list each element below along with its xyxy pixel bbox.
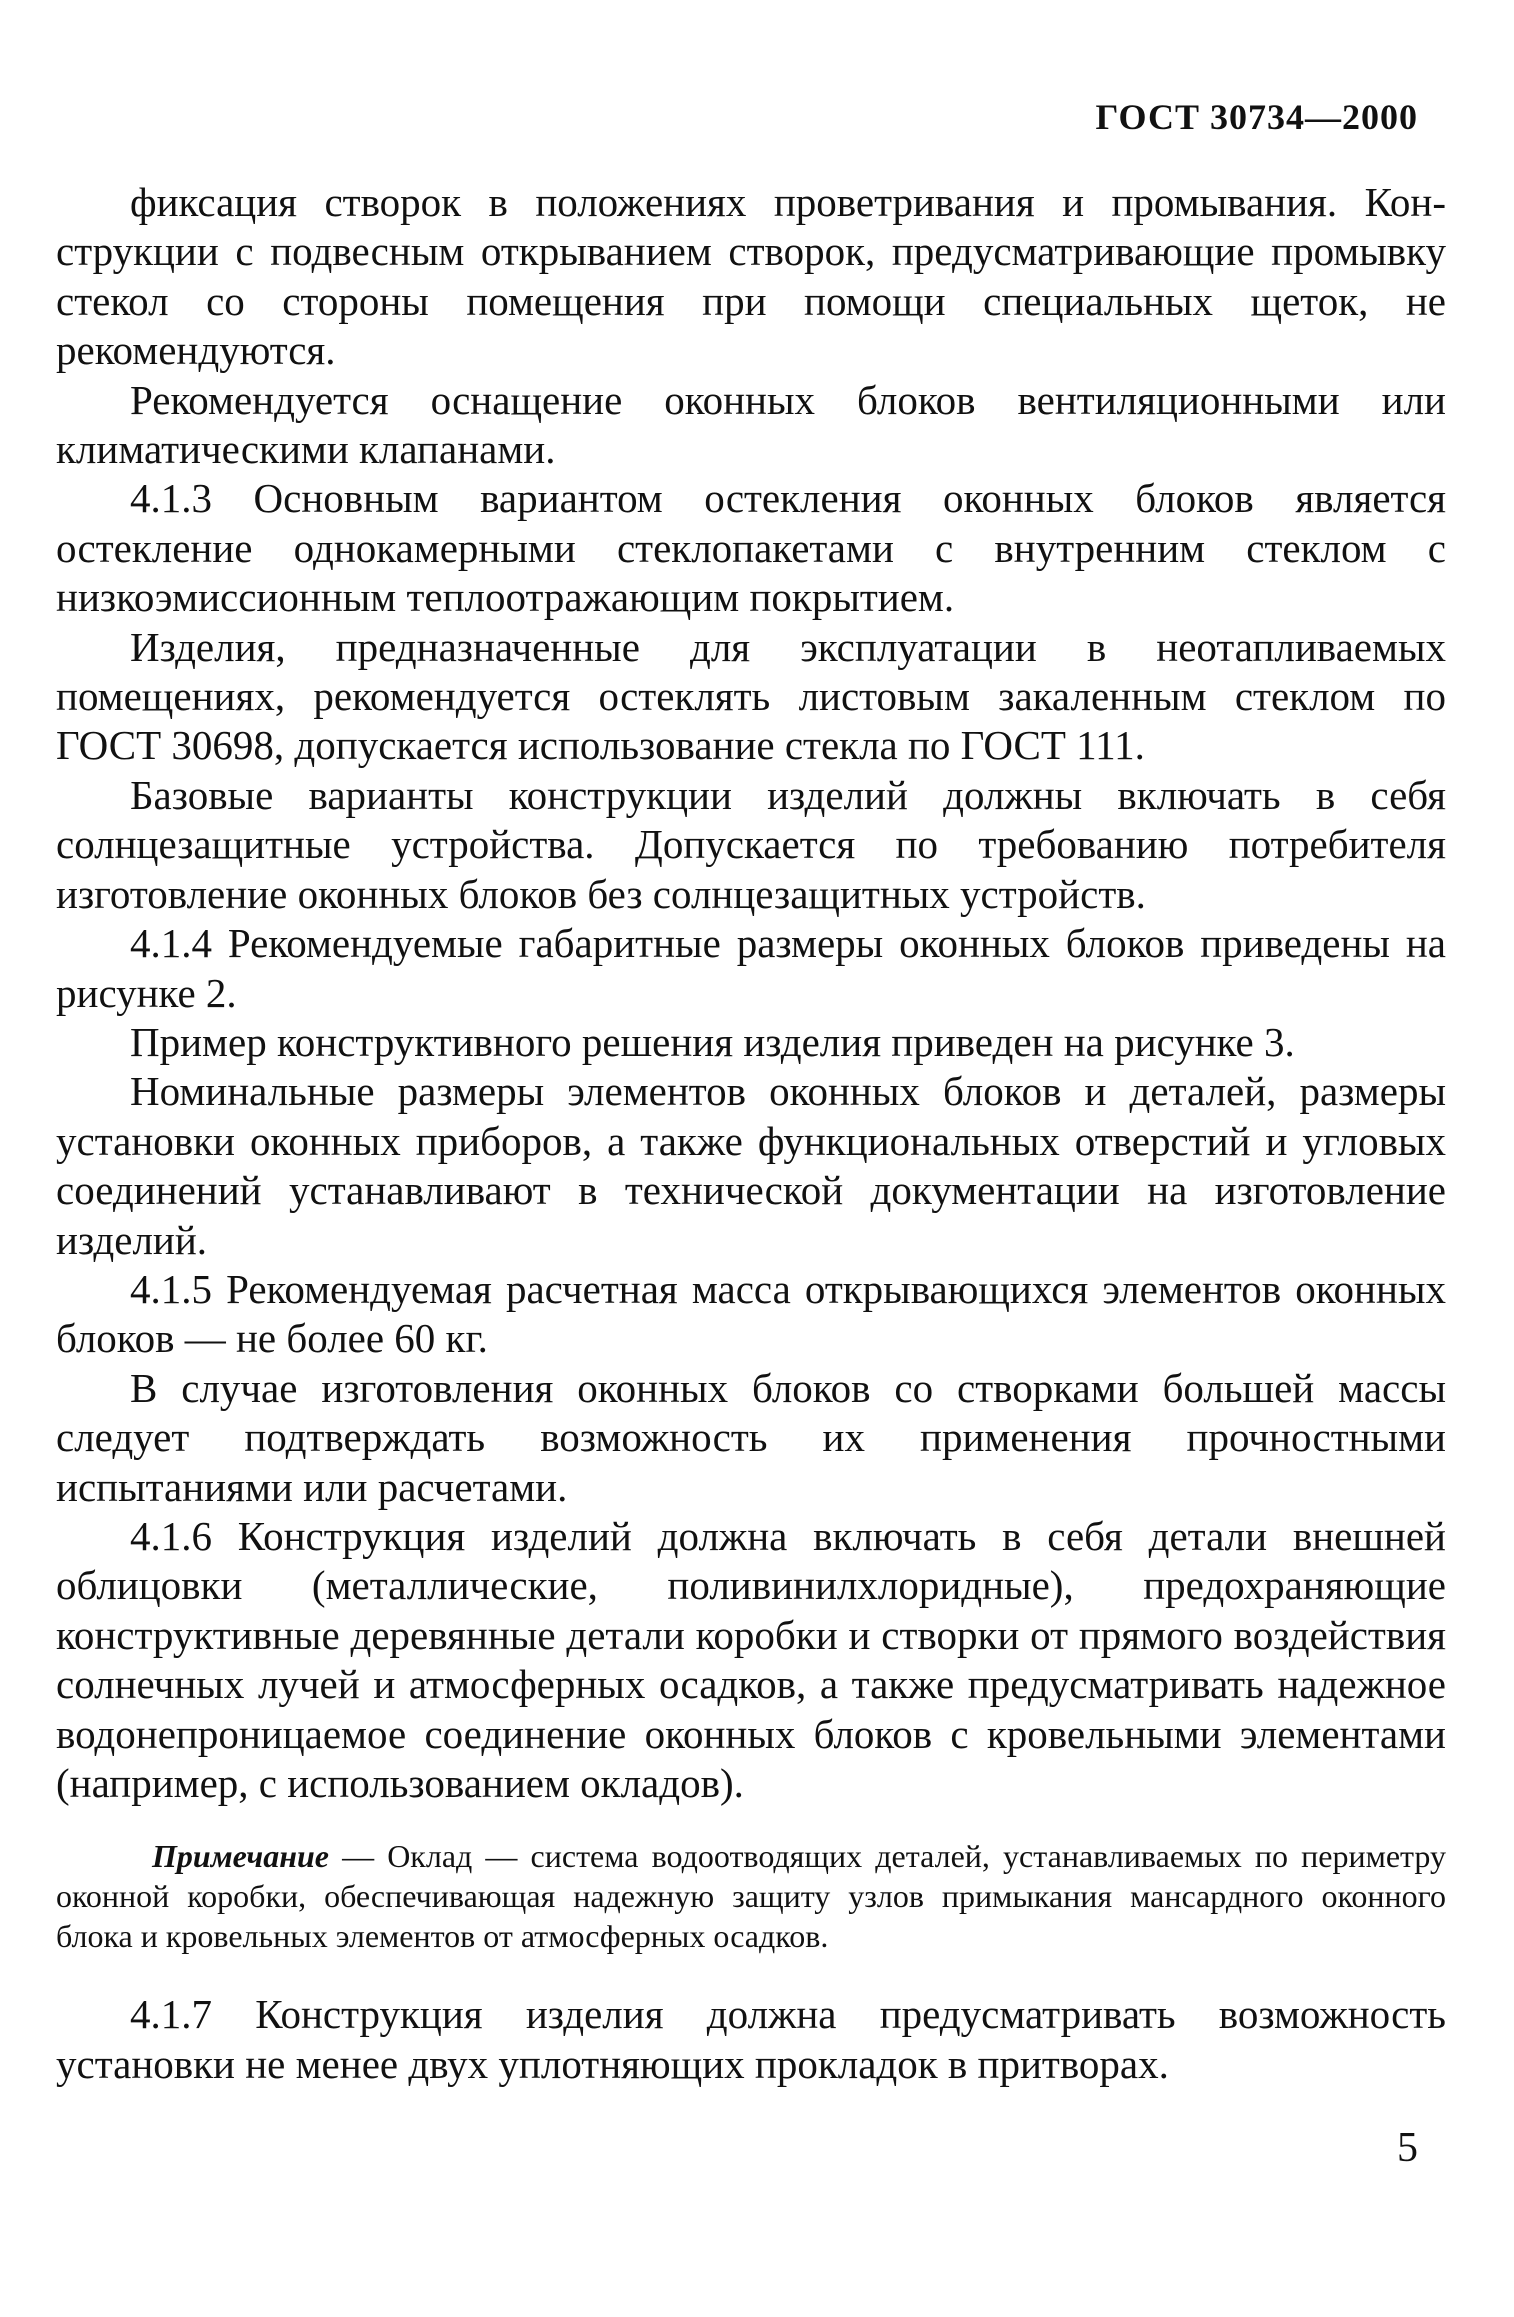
paragraph-heavy-sashes: В случае изготовления оконных блоков со створками большей массы следует подтверждать возможность их применения прочностными испытаниями или расчетами. [56,1364,1446,1510]
paragraph-design-example: Пример конструктивного решения изделия приведен на рисунке 3. [130,1018,1295,1065]
paragraph-ventilation-valves: Рекомендуется оснащение оконных блоков вентиляционными или климатическими клапанами. [56,376,1446,473]
paragraph-4-1-3: 4.1.3 Основным вариантом остекления оконных блоков является остекление однокамерными стеклопакетами с внутренним стеклом с низкоэмиссионным теплоотражающим покрытием. [56,475,1446,621]
note-label: Примечание [152,1838,329,1875]
paragraph-4-1-6: 4.1.6 Конструкция изделий должна включать в себя детали внешней облицовки (металлические, поливинилхлоридные), предохраняющие конструктивные деревянные детали коробки и створки от прямого воздействия солнечных лучей и атмосферных осадков, а также предусматривать надежное водонепроницаемое соединение оконных блоков с кровельными элементами (например, с использованием окладов). [56,1512,1446,1806]
note-text: — Оклад — система водоотводящих деталей, устанавливаемых по периметру оконной коробки, обеспечивающая надежную защиту узлов примыкания мансардного оконного блока и кровельных элементов от атмосферных осадков. [56,1838,1446,1955]
paragraph-ventilation-fixation: фиксация створок в положениях проветривания и промывания. Конструкции с подвесным открыванием створок, предусматривающие промывку стекол со стороны помещения при помощи специальных щеток, не рекомендуются. [56,179,1446,374]
paragraph-4-1-7: 4.1.7 Конструкция изделия должна предусматривать возможность установки не менее двух уплотняющих прокладок в притворах. [56,1991,1446,2087]
paragraph-4-1-4: 4.1.4 Рекомендуемые габаритные размеры оконных блоков приведены на рисунке 2. [56,920,1446,1016]
document-body [56,178,1446,2089]
page-number: 5 [1397,2125,1418,2171]
note-block [56,1836,1446,1956]
paragraph-4-1-5: 4.1.5 Рекомендуемая расчетная масса открывающихся элементов оконных блоков — не более 60 кг. [56,1265,1446,1362]
document-code-header: ГОСТ 30734—2000 [1095,97,1418,137]
paragraph-unheated-rooms: Изделия, предназначенные для эксплуатации в неотапливаемых помещениях, рекомендуется остеклять листовым закаленным стеклом по ГОСТ 30698, допускается использование стекла по ГОСТ 111. [56,623,1446,769]
paragraph-sun-protection: Базовые варианты конструкции изделий должны включать в себя солнцезащитные устройства. Допускается по требованию потребителя изготовление оконных блоков без солнцезащитных устройств. [56,771,1446,917]
paragraph-nominal-dimensions: Номинальные размеры элементов оконных блоков и деталей, размеры установки оконных приборов, а также функциональных отверстий и угловых соединений устанавливают в технической документации на изготовление изделий. [56,1068,1446,1263]
